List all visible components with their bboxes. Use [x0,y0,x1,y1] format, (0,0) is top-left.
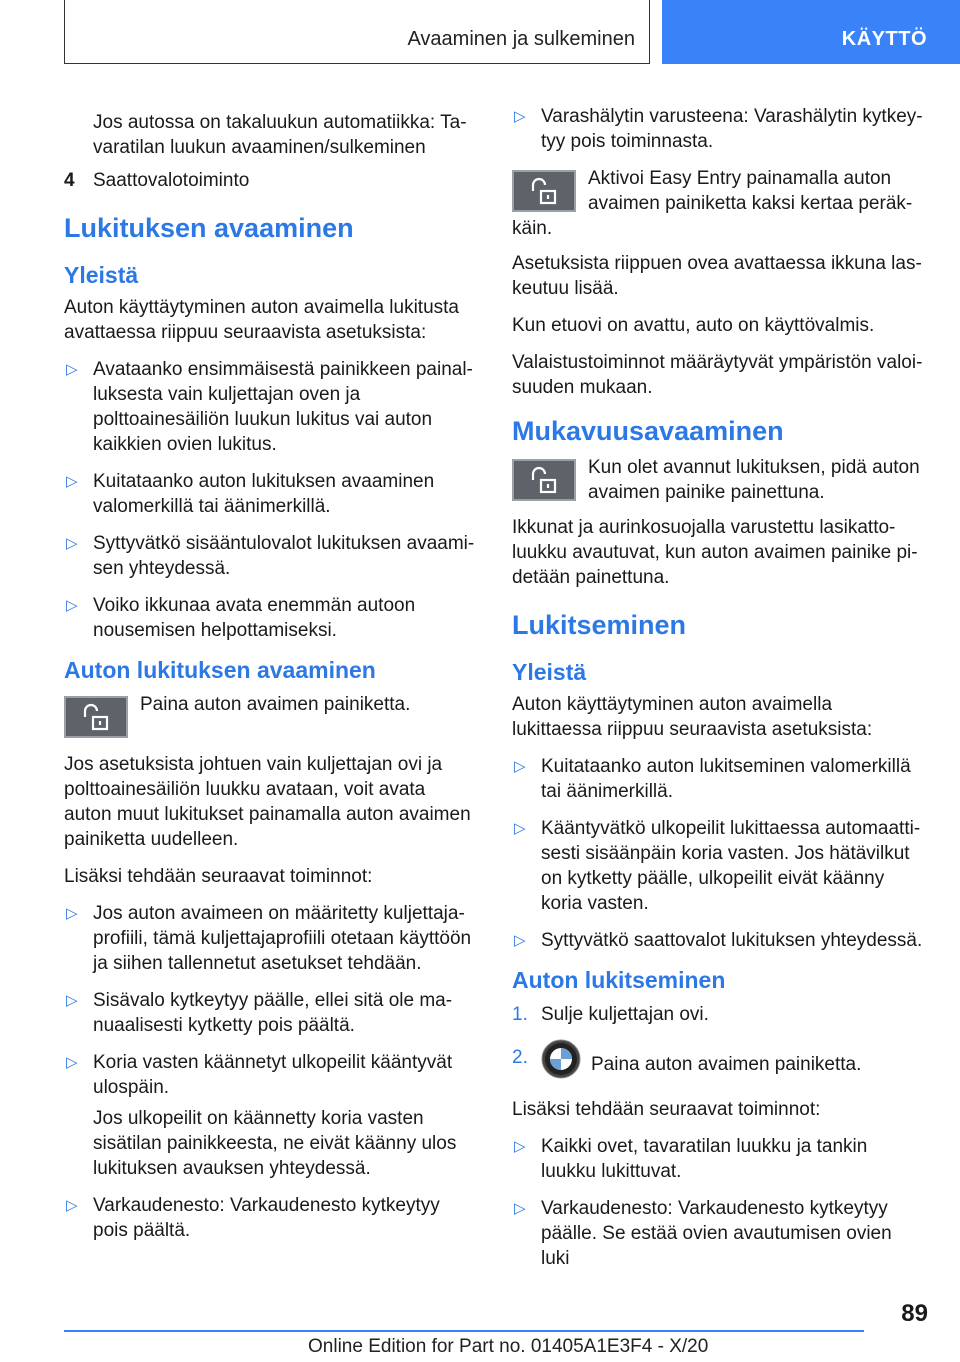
triangle-right-icon: ▷ [66,905,78,922]
left-column [64,110,478,1255]
paragraph: Valaistustoiminnot määräytyvät ympäristön valoisuuden mukaan. [512,352,923,398]
heading-general: Yleistä [64,262,139,288]
unlock-key-icon [512,170,576,212]
bullet-text: Varkaudenesto: Varkaudenesto kytkeytyy pois päältä. [93,1195,440,1241]
heading-comfort-opening: Mukavuusavaaminen [512,416,784,446]
triangle-right-icon: ▷ [66,597,78,614]
bullet-text: Syttyvätkö saattovalot lukituksen yhteydessä. [541,930,923,951]
chapter-tab [662,0,960,64]
triangle-right-icon: ▷ [66,1197,78,1214]
triangle-right-icon: ▷ [514,758,526,775]
step-text: Sulje kuljettajan ovi. [541,1004,709,1025]
footer-edition: Online Edition for Part no. 01405A1E3F4 - X/20 [308,1336,709,1357]
triangle-right-icon: ▷ [514,932,526,949]
page-number: 89 [901,1300,928,1327]
unlock-key-icon [64,696,128,738]
bullet-item [512,1196,926,1271]
step-item [512,1002,926,1027]
heading-car-locking: Auton lukitseminen [512,967,726,993]
heading-general: Yleistä [512,659,587,685]
key-instruction [64,692,478,742]
key-instruction-text: Aktivoi Easy Entry painamalla auton avaimen painiketta kaksi kertaa peräkkäin. [512,168,913,239]
bullet-text: Varkaudenesto: Varkaudenesto kytkeytyy päälle. Se estää ovien avautumisen ovien luki [541,1198,892,1269]
bullet-text: Kuitataanko auton lukitseminen valomerkillä tai äänimerkillä. [541,756,911,802]
heading-locking: Lukitseminen [512,610,687,640]
bullet-item [64,357,478,457]
paragraph: Asetuksista riippuen ovea avattaessa ikkuna laskeutuu lisää. [512,253,922,299]
bullet-text: Jos auton avaimeen on määritetty kuljettajaprofiili, tämä kuljettajaprofiili otetaan käyttöön ja siihen tallennetut asetukset tehdään. [93,903,472,974]
paragraph: Lisäksi tehdään seuraavat toiminnot: [512,1099,821,1120]
bullet-extra-text: Jos ulkopeilit on käännetty koria vasten sisätilan painikkeesta, ne eivät käänny ulos lukituksen avauksen yhteydessä. [93,1108,457,1179]
bullet-item [64,1193,478,1243]
list-item-text: Saattovalotoiminto [93,170,250,191]
key-instruction-text: Paina auton avaimen painiketta. [140,694,411,715]
bullet-text: Kääntyvätkö ulkopeilit lukittaessa automaattisesti sisäänpäin koria vasten. Jos hätävilkut on kytketty päälle, ulkopeilit eivät käänny koria vasten. [541,818,921,914]
bullet-text: Syttyvätkö sisääntulovalot lukituksen avaamisen yhteydessä. [93,533,475,579]
bullet-item [64,1050,478,1100]
triangle-right-icon: ▷ [66,992,78,1009]
bullet-item [512,754,926,804]
unlock-key-icon [512,459,576,501]
bullet-text: Avataanko ensimmäisestä painikkeen painalluksesta vain kuljettajan oven ja polttoainesäiliön luukun lukitus vai auton kaikkien ovien lukitus. [93,359,473,455]
bullet-item [512,928,926,953]
triangle-right-icon: ▷ [514,820,526,837]
section-title: Avaaminen ja sulkeminen [407,28,635,50]
paragraph: Ikkunat ja aurinkosuojalla varustettu lasikattoluukku avautuvat, kun auton avaimen painike pidetään painettuna. [512,517,918,588]
triangle-right-icon: ▷ [66,361,78,378]
bullet-item [64,469,478,519]
list-item-4 [64,168,478,193]
triangle-right-icon: ▷ [66,1054,78,1071]
step-item [512,1045,926,1085]
bullet-item [64,531,478,581]
paragraph: Kun etuovi on avattu, auto on käyttövalmis. [512,315,875,336]
bullet-item [64,901,478,976]
key-instruction [512,455,926,505]
chapter-title: KÄYTTÖ [841,28,927,50]
bullet-item [512,1134,926,1184]
key-instruction-text: Kun olet avannut lukituksen, pidä auton avaimen painike painettuna. [588,457,920,503]
bmw-logo-icon [541,1039,581,1079]
bullet-item [64,593,478,643]
header-section-box [64,0,650,64]
bullet-text: Voiko ikkunaa avata enemmän autoon nousemisen helpottamiseksi. [93,595,416,641]
triangle-right-icon: ▷ [514,1200,526,1217]
paragraph-general: Auton käyttäytyminen auton avaimella lukitusta avattaessa riippuu seuraavista asetuksista: [64,297,459,343]
right-column [512,104,926,1283]
triangle-right-icon: ▷ [66,473,78,490]
list-item-continuation: Jos autossa on takaluukun automatiikka: Tavaratilan luukun avaaminen/sulkeminen [93,112,467,158]
step-number: 2. [512,1047,528,1068]
paragraph: Jos asetuksista johtuen vain kuljettajan ovi ja polttoainesäiliön luukku avataan, voit avata auton muut lukitukset painamalla auton avaimen painiketta uudelleen. [64,754,471,850]
bullet-text: Kaikki ovet, tavaratilan luukku ja tankin luukku lukittuvat. [541,1136,868,1182]
step-number: 1. [512,1004,528,1025]
bullet-item [512,104,926,154]
heading-car-unlocking: Auton lukituksen avaaminen [64,657,376,683]
bullet-item [64,988,478,1038]
triangle-right-icon: ▷ [514,1138,526,1155]
bullet-text: Sisävalo kytkeytyy päälle, ellei sitä ole manuaalisesti kytketty pois päältä. [93,990,453,1036]
heading-unlocking: Lukituksen avaaminen [64,213,354,243]
bullet-item [512,816,926,916]
paragraph: Lisäksi tehdään seuraavat toiminnot: [64,866,373,887]
footer-divider [64,1330,864,1332]
triangle-right-icon: ▷ [514,108,526,125]
triangle-right-icon: ▷ [66,535,78,552]
step-text: Paina auton avaimen painiketta. [591,1054,862,1076]
paragraph-general: Auton käyttäytyminen auton avaimella lukittaessa riippuu seuraavista asetuksista: [512,694,873,740]
key-instruction [512,166,926,241]
bullet-text: Kuitataanko auton lukituksen avaaminen valomerkillä tai äänimerkillä. [93,471,435,517]
list-number: 4 [64,170,75,191]
bullet-text: Varashälytin varusteena: Varashälytin kytkeytyy pois toiminnasta. [541,106,923,152]
bullet-text: Koria vasten käännetyt ulkopeilit kääntyvät ulospäin. [93,1052,453,1098]
